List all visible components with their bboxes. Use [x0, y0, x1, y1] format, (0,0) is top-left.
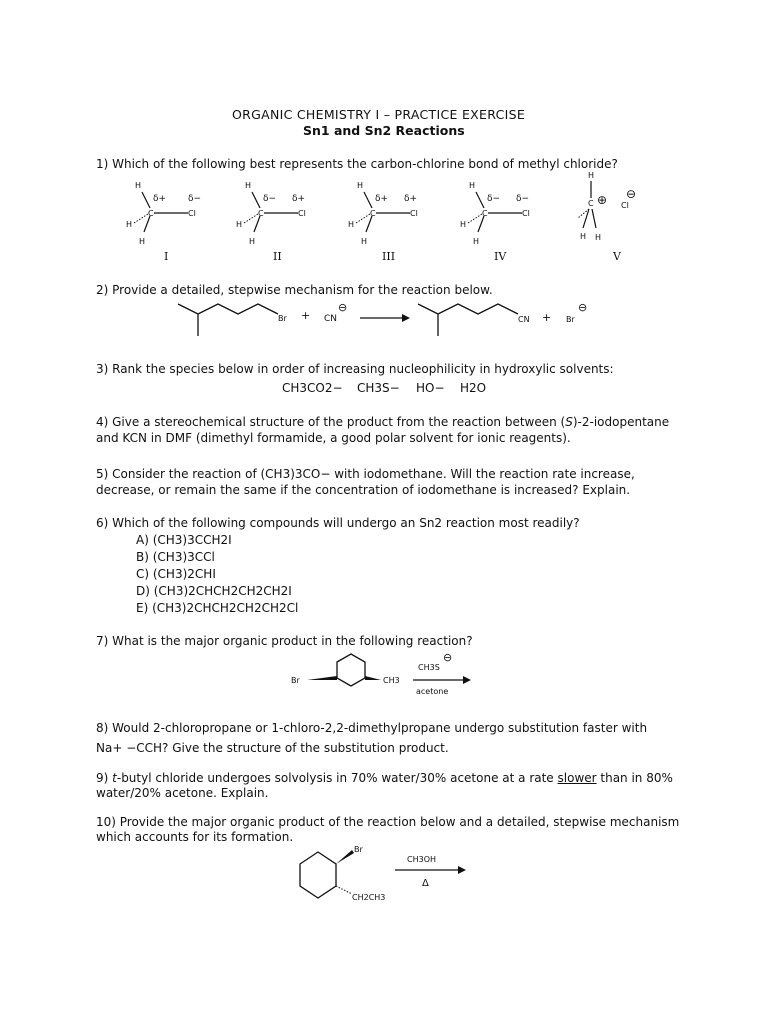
question-8-line-1: 8) Would 2-chloropropane or 1-chloro-2,2-dimethylpropane undergo substitution faster with — [96, 721, 648, 735]
question-10-line-2: which accounts for its formation. — [96, 830, 294, 844]
option-e: E) (CH3)2CHCH2CH2CH2Cl — [136, 601, 299, 615]
question-2: 2) Provide a detailed, stepwise mechanism for the reaction below. — [96, 283, 493, 297]
minus-charge-icon: ⊖ — [443, 651, 453, 664]
question-9-line-1: 9) t-butyl chloride undergoes solvolysis in 70% water/30% acetone at a rate slower than in 80% — [96, 771, 673, 785]
page-subtitle: Sn1 and Sn2 Reactions — [303, 123, 465, 138]
question-7: 7) What is the major organic product in the following reaction? — [96, 634, 473, 648]
label-V: V — [613, 250, 621, 263]
option-a: A) (CH3)3CCH2I — [136, 533, 232, 547]
atom-h: H — [236, 220, 243, 229]
q2-reaction — [170, 294, 600, 344]
atom-h: H — [357, 181, 364, 190]
label-I: I — [164, 250, 169, 263]
wedge-bond — [365, 676, 381, 680]
question-3: 3) Rank the species below in order of increasing nucleophilicity in hydroxylic solvents: — [96, 362, 614, 376]
atom-h: H — [348, 220, 355, 229]
atom-h: H — [469, 181, 476, 190]
plus-sign: + — [301, 309, 311, 322]
page-title: ORGANIC CHEMISTRY I – PRACTICE EXERCISE — [232, 107, 526, 122]
delta-plus: δ+ — [404, 194, 418, 204]
reagent: CH3OH — [407, 855, 437, 864]
delta-plus: δ+ — [153, 194, 167, 204]
delta-minus: δ− — [487, 194, 501, 204]
atom-cl: Cl — [621, 201, 629, 210]
leaving-group-br: Br — [278, 314, 287, 323]
species-1: CH3CO2− — [282, 381, 343, 395]
wedge-bond — [336, 850, 354, 864]
atom-h: H — [460, 220, 467, 229]
delta-minus: δ− — [188, 194, 202, 204]
question-4-line-2: and KCN in DMF (dimethyl formamide, a good polar solvent for ionic reagents). — [96, 431, 571, 445]
atom-c: C — [482, 209, 488, 218]
atom-c: C — [258, 209, 264, 218]
structure-IV — [460, 181, 530, 263]
nitrile-group: CN — [518, 315, 530, 324]
hash-bond — [336, 886, 352, 894]
plus-sign: + — [542, 311, 552, 324]
question-4-line-1: 4) Give a stereochemical structure of the product from the reaction between (S)-2-iodopentane — [96, 415, 670, 429]
atom-h: H — [249, 237, 256, 246]
question-1: 1) Which of the following best represents the carbon-chlorine bond of methyl chloride? — [96, 157, 618, 171]
atom-h: H — [245, 181, 252, 190]
product-chain — [418, 304, 518, 314]
minus-charge-icon: ⊖ — [626, 187, 637, 201]
atom-cl: Cl — [410, 209, 418, 218]
atom-h: H — [580, 232, 587, 241]
bromo-group: Br — [354, 845, 363, 854]
option-b: B) (CH3)3CCl — [136, 550, 215, 564]
species-2: CH3S− — [357, 381, 400, 395]
q1-structures — [90, 168, 670, 266]
ethyl-group: CH2CH3 — [352, 893, 386, 902]
atom-c: C — [588, 199, 594, 208]
label-IV: IV — [494, 250, 507, 263]
atom-h: H — [135, 181, 142, 190]
atom-h: H — [361, 237, 368, 246]
delta-plus: δ+ — [292, 194, 306, 204]
delta-minus: δ− — [516, 194, 530, 204]
cyanide: CN — [324, 314, 338, 324]
question-5-line-2: decrease, or remain the same if the concentration of iodomethane is increased? Explain. — [96, 483, 631, 497]
atom-cl: Cl — [522, 209, 530, 218]
structure-III — [348, 181, 418, 263]
atom-h: H — [126, 220, 133, 229]
q10-reaction — [290, 840, 480, 910]
wedge-bond — [307, 676, 337, 680]
reagent: CH3S — [418, 663, 440, 672]
structure-I — [126, 181, 201, 263]
atom-c: C — [148, 209, 154, 218]
atom-h: H — [139, 237, 146, 246]
question-10-line-1: 10) Provide the major organic product of the reaction below and a detailed, stepwise mechanism — [96, 815, 680, 829]
alkyl-chain — [178, 304, 278, 314]
heat-symbol: Δ — [422, 878, 429, 889]
minus-charge-icon: ⊖ — [338, 301, 348, 314]
question-8-line-2: Na+ −CCH? Give the structure of the substitution product. — [96, 741, 449, 755]
atom-h: H — [588, 171, 595, 180]
question-5-line-1: 5) Consider the reaction of (CH3)3CO− with iodomethane. Will the reaction rate increase, — [96, 467, 635, 481]
atom-h: H — [473, 237, 480, 246]
atom-cl: Cl — [188, 209, 196, 218]
label-III: III — [382, 250, 396, 263]
delta-plus: δ+ — [375, 194, 389, 204]
label-II: II — [273, 250, 282, 263]
structure-II — [236, 181, 306, 263]
structure-V — [578, 171, 636, 263]
plus-charge-icon: ⊕ — [597, 193, 608, 207]
delta-minus: δ− — [263, 194, 277, 204]
cyclohexane-ring — [337, 654, 365, 686]
atom-h: H — [595, 233, 602, 242]
question-9-line-2: water/20% acetone. Explain. — [96, 786, 269, 800]
q7-reaction — [285, 646, 485, 702]
species-3: HO− — [416, 381, 445, 395]
solvent: acetone — [416, 687, 449, 696]
methyl-group: CH3 — [383, 676, 400, 685]
species-4: H2O — [460, 381, 487, 395]
atom-cl: Cl — [298, 209, 306, 218]
option-c: C) (CH3)2CHI — [136, 567, 216, 581]
cyclohexane-ring — [300, 852, 336, 898]
question-6: 6) Which of the following compounds will undergo an Sn2 reaction most readily? — [96, 516, 580, 530]
bromide: Br — [566, 315, 575, 324]
minus-charge-icon: ⊖ — [578, 301, 588, 314]
atom-c: C — [370, 209, 376, 218]
bromo-group: Br — [291, 676, 300, 685]
option-d: D) (CH3)2CHCH2CH2CH2I — [136, 584, 292, 598]
